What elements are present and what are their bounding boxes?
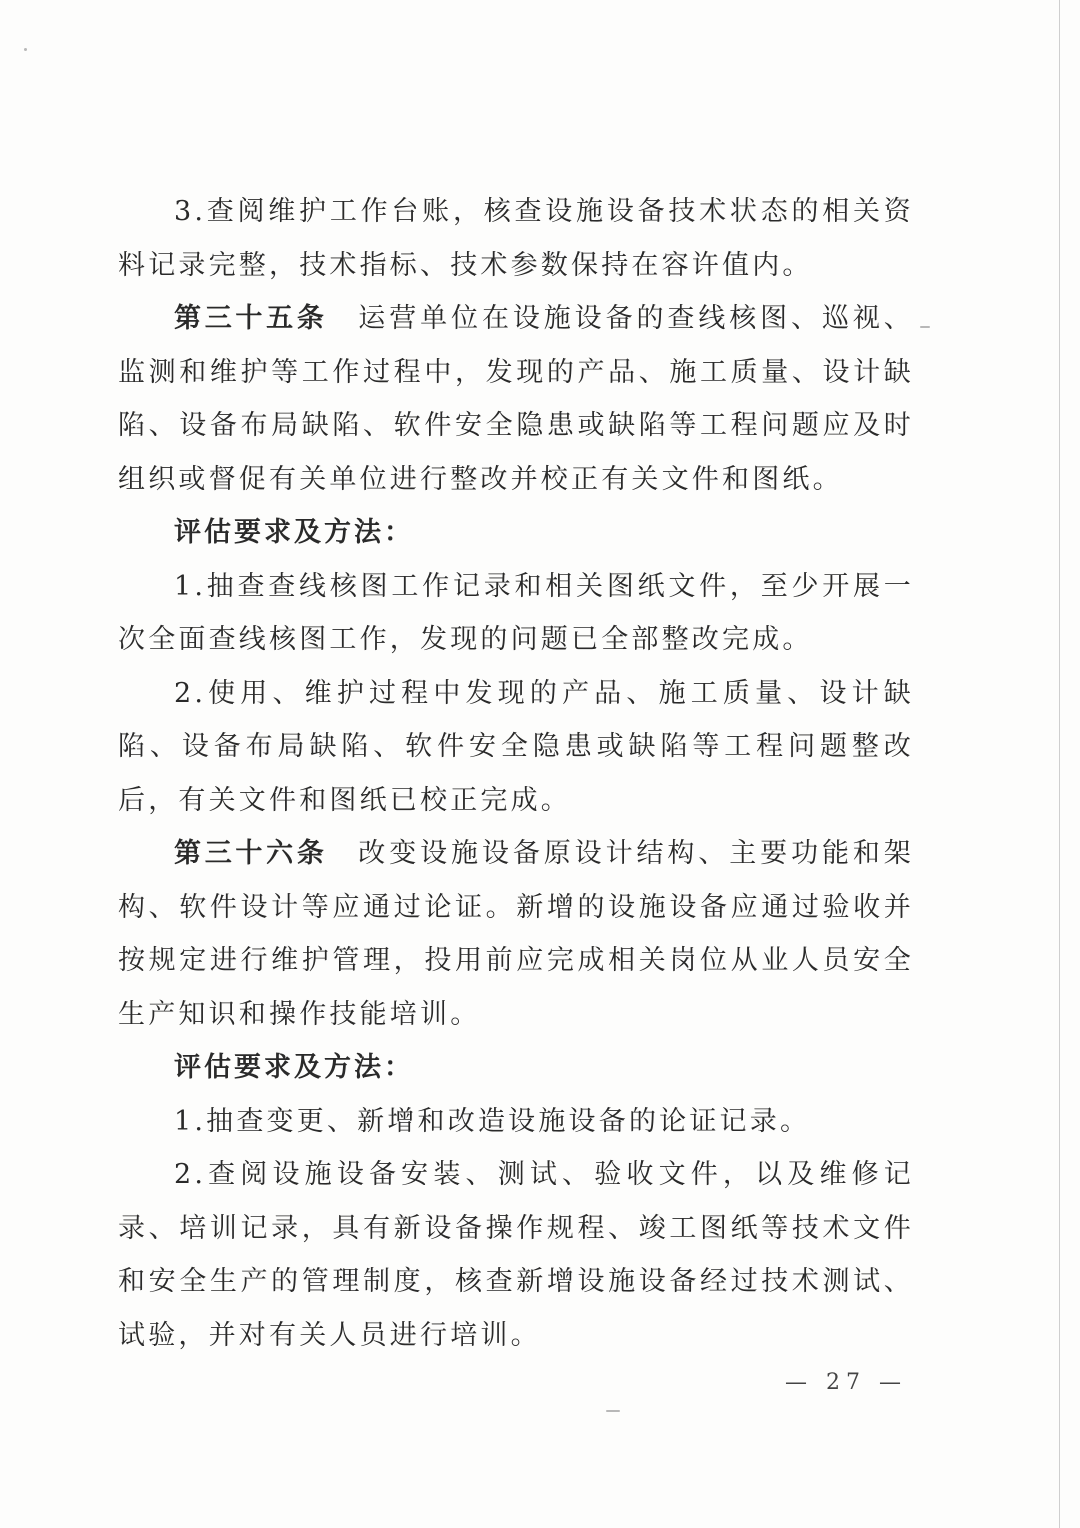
paragraph-text: 3.查阅维护工作台账，核查设施设备技术状态的相关资料记录完整，技术指标、技术参数保持在容许值内。 — [118, 196, 914, 281]
article-text: 改变设施设备原设计结构、主要功能和架构、软件设计等应通过论证。新增的设施设备应通过验收并按规定进行维护管理，投用前应完成相关岗位从业人员安全生产知识和操作技能培训。 — [118, 838, 915, 1030]
article-text: 运营单位在设施设备的查线核图、巡视、监测和维护等工作过程中，发现的产品、施工质量、设计缺陷、设备布局缺陷、软件安全隐患或缺陷等工程问题应及时组织或督促有关单位进行整改并校正有关文件和图纸。 — [118, 303, 915, 495]
paragraph-item-2 — [118, 667, 914, 828]
paragraph-item-3 — [118, 185, 914, 292]
scan-speck — [606, 1410, 620, 1412]
paragraph-text: 1.抽查查线核图工作记录和相关图纸文件，至少开展一次全面查线核图工作，发现的问题已全部整改完成。 — [118, 570, 914, 655]
scan-speck — [920, 326, 930, 328]
paragraph-text: 1.抽查变更、新增和改造设施设备的论证记录。 — [174, 1105, 811, 1137]
evaluation-heading — [118, 506, 914, 560]
paragraph-item-1 — [118, 1095, 914, 1149]
article-35 — [118, 292, 914, 506]
page-number: — 27 — — [785, 1370, 907, 1395]
evaluation-heading-text: 评估要求及方法： — [174, 1052, 414, 1083]
paragraph-text: 2.查阅设施设备安装、测试、验收文件，以及维修记录、培训记录，具有新设备操作规程、竣工图纸等技术文件和安全生产的管理制度，核查新增设施设备经过技术测试、试验，并对有关人员进行培训。 — [118, 1159, 914, 1351]
article-36 — [118, 827, 914, 1041]
article-heading: 第三十六条 — [174, 838, 328, 869]
article-heading: 第三十五条 — [174, 303, 328, 334]
paragraph-text: 2.使用、维护过程中发现的产品、施工质量、设计缺陷、设备布局缺陷、软件安全隐患或缺陷等工程问题整改后，有关文件和图纸已校正完成。 — [118, 677, 914, 816]
scan-edge-line — [1059, 0, 1060, 1528]
paragraph-item-1 — [118, 560, 914, 667]
evaluation-heading — [118, 1041, 914, 1095]
evaluation-heading-text: 评估要求及方法： — [174, 517, 414, 548]
body-text — [118, 185, 914, 1362]
paragraph-item-2 — [118, 1148, 914, 1362]
scan-speck — [24, 48, 27, 51]
